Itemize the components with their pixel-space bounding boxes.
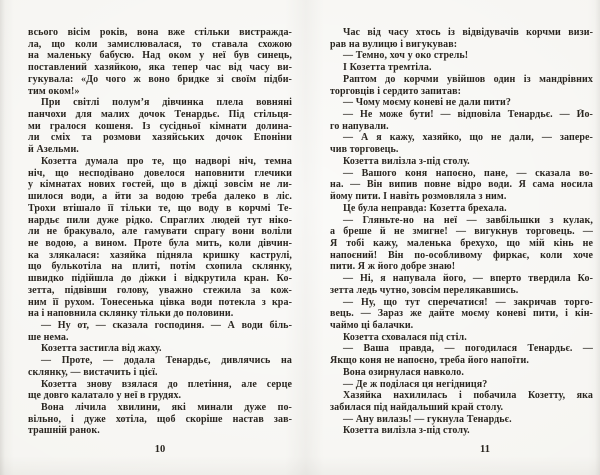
text-line: — Ну от, — сказала господиня. — А води біль- xyxy=(41,319,292,331)
text-line: — Темно, хоч у око стрель! xyxy=(343,50,469,62)
text-line: ли сміх та розмови хазяйських дочок Епоніни xyxy=(28,132,292,144)
text-line: го напували. xyxy=(330,120,389,132)
text-line: тим оком!» xyxy=(28,85,80,97)
text-line: й Азельми. xyxy=(28,144,79,156)
text-line: забилася під найдальший край столу. xyxy=(330,402,504,413)
text-line: Козетта застигла від жаху. xyxy=(41,343,162,355)
text-line: — Гляньте-но на неї — завбільшки з кулак, xyxy=(343,214,593,226)
page-right-text xyxy=(330,27,593,437)
text-line: вільно, і дуже хотіла, щоб скоріше настав зав- xyxy=(28,413,292,425)
page-number-left: 10 xyxy=(154,444,166,455)
text-line: поставлений хазяйкою, яка тепер час від часу ви- xyxy=(28,62,292,74)
text-line: При світлі полум’я дівчинка плела вовняні xyxy=(41,97,292,109)
text-line: чаймо ці балачки. xyxy=(330,319,414,331)
text-line: Козетта вилізла з-під столу. xyxy=(343,155,470,167)
text-line: швидко підійшла до діжки і відкрутила кран. Ко- xyxy=(28,273,292,285)
text-line: Козетта сховалася під стіл. xyxy=(343,331,467,343)
text-line: не водою, а вином. Проте була мить, коли дівчин- xyxy=(28,237,292,249)
text-line: — Чому моєму коневі не дали пити? xyxy=(343,97,511,109)
text-line: ли не бракувало, але гамувати спрагу вони воліли xyxy=(28,226,292,238)
text-line: панчохи для малих дочок Тенардьє. Під стільця- xyxy=(28,109,292,121)
text-line: нардьє пили дуже рідко. Спраглих людей тут ніко- xyxy=(28,214,292,226)
text-line: Хазяйка нахилилась і побачила Козетту, яка xyxy=(343,390,593,402)
text-line: — Ні, я напувала його, — вперто твердила Ко- xyxy=(343,273,593,285)
text-line: склянку, — вистачить і цієї. xyxy=(28,366,158,378)
text-line: гукувала: «До чого ж воно бридке зі своїм підби- xyxy=(28,73,292,85)
text-line: рав на вулицю і вигукував: xyxy=(330,38,458,50)
text-line: Я тобі кажу, маленька брехухо, що мій кінь не xyxy=(330,237,593,249)
text-line: ка злякалася: хазяйка підняла кришку каструлі, xyxy=(28,249,292,261)
text-line: Це була неправда: Козетта брехала. xyxy=(343,202,507,214)
text-line: у кімнатах нових гостей, що в діжці зовсім не ли- xyxy=(28,179,292,191)
text-line: напоєний! Він по-особливому фиркає, коли хоче xyxy=(330,249,593,261)
text-line: Козетта вилізла з-під столу. xyxy=(343,425,470,437)
text-line: шилося води, а йти за водою треба далеко в ліс. xyxy=(28,191,292,203)
text-line: — Ваша правда, — погодилася Тенардьє. — xyxy=(343,343,593,355)
page-left-text xyxy=(28,27,292,437)
text-line: — Ну, що тут сперечатися! — закричав торго- xyxy=(343,296,593,308)
text-line: Козетта думала про те, що надворі ніч, темна xyxy=(41,155,292,167)
text-line: трашній ранок. xyxy=(28,425,100,437)
text-line: Якщо коня не напоєно, треба його напоїти. xyxy=(330,355,529,367)
text-line: а бреше й не змигне! — вигукнув торговець. — xyxy=(330,226,593,238)
text-line: — Не може бути! — відповіла Тенардьє. — Йо- xyxy=(343,109,593,121)
text-line: ше нема. xyxy=(28,331,69,343)
text-line: зетта ледь чутно, зовсім перелякавшись. xyxy=(330,284,519,296)
text-line: йому пити. І навіть розмовляла з ним. xyxy=(330,191,507,203)
text-line: торговців і сердито запитав: xyxy=(330,85,462,97)
text-line: ми гралося кошеня. Із сусідньої кімнати долина- xyxy=(28,120,292,132)
text-line: ла, що коли замислювалася, то ставала схожою xyxy=(28,38,292,50)
text-line: Трохи втішало її тільки те, що воду в корчмі Те- xyxy=(28,202,292,214)
text-line: Вона озирнулася навколо. xyxy=(343,366,464,378)
text-line: що булькотіла на плиті, потім схопила склянку, xyxy=(28,261,292,273)
text-line: — Де ж поділася ця негідниця? xyxy=(343,378,488,390)
text-line: ще довго калатало у неї в грудях. xyxy=(28,390,182,402)
text-line: Вона лічила хвилини, які минали дуже по- xyxy=(41,402,292,413)
text-line: ним її рухом. Тонесенька цівка води потекла з кра- xyxy=(28,296,292,308)
text-line: ніч, що несподівано довелося наповнити глечики xyxy=(28,167,292,179)
text-line: чив торговець. xyxy=(330,144,399,156)
text-line: — А я кажу, хазяйко, що не дали, — запере- xyxy=(343,132,593,144)
text-line: на маленьку бабусю. Над оком у неї був синець, xyxy=(28,50,292,62)
text-line: — Проте, — додала Тенардьє, дивлячись на xyxy=(41,355,292,367)
text-line: всього вісім років, вона вже стільки вистражда- xyxy=(28,27,292,38)
text-line: Час від часу хтось із відвідувачів корчми визи- xyxy=(343,27,593,38)
text-line: Раптом до корчми увійшов один із мандрівних xyxy=(343,73,593,85)
text-line: на. — Він випив повне відро води. Я сама носила xyxy=(330,179,593,191)
text-line: — Ану вилазь! — гукнула Тенардьє. xyxy=(343,413,512,425)
text-line: зетта, підвівши голову, уважно стежила за кож- xyxy=(28,284,292,296)
text-line: на і наповнила склянку тільки до половини. xyxy=(28,308,234,320)
text-line: — Вашого коня напоєно, пане, — сказала во- xyxy=(343,167,593,179)
text-line: пити. Я ж його добре знаю! xyxy=(330,261,456,273)
text-line: Козетта знову взялася до плетіння, але серце xyxy=(41,378,292,390)
text-line: вець. — Зараз же дайте моєму коневі пити, і кін- xyxy=(330,308,593,320)
text-line: І Козетта тремтіла. xyxy=(343,62,432,74)
page-number-right: 11 xyxy=(480,444,490,455)
